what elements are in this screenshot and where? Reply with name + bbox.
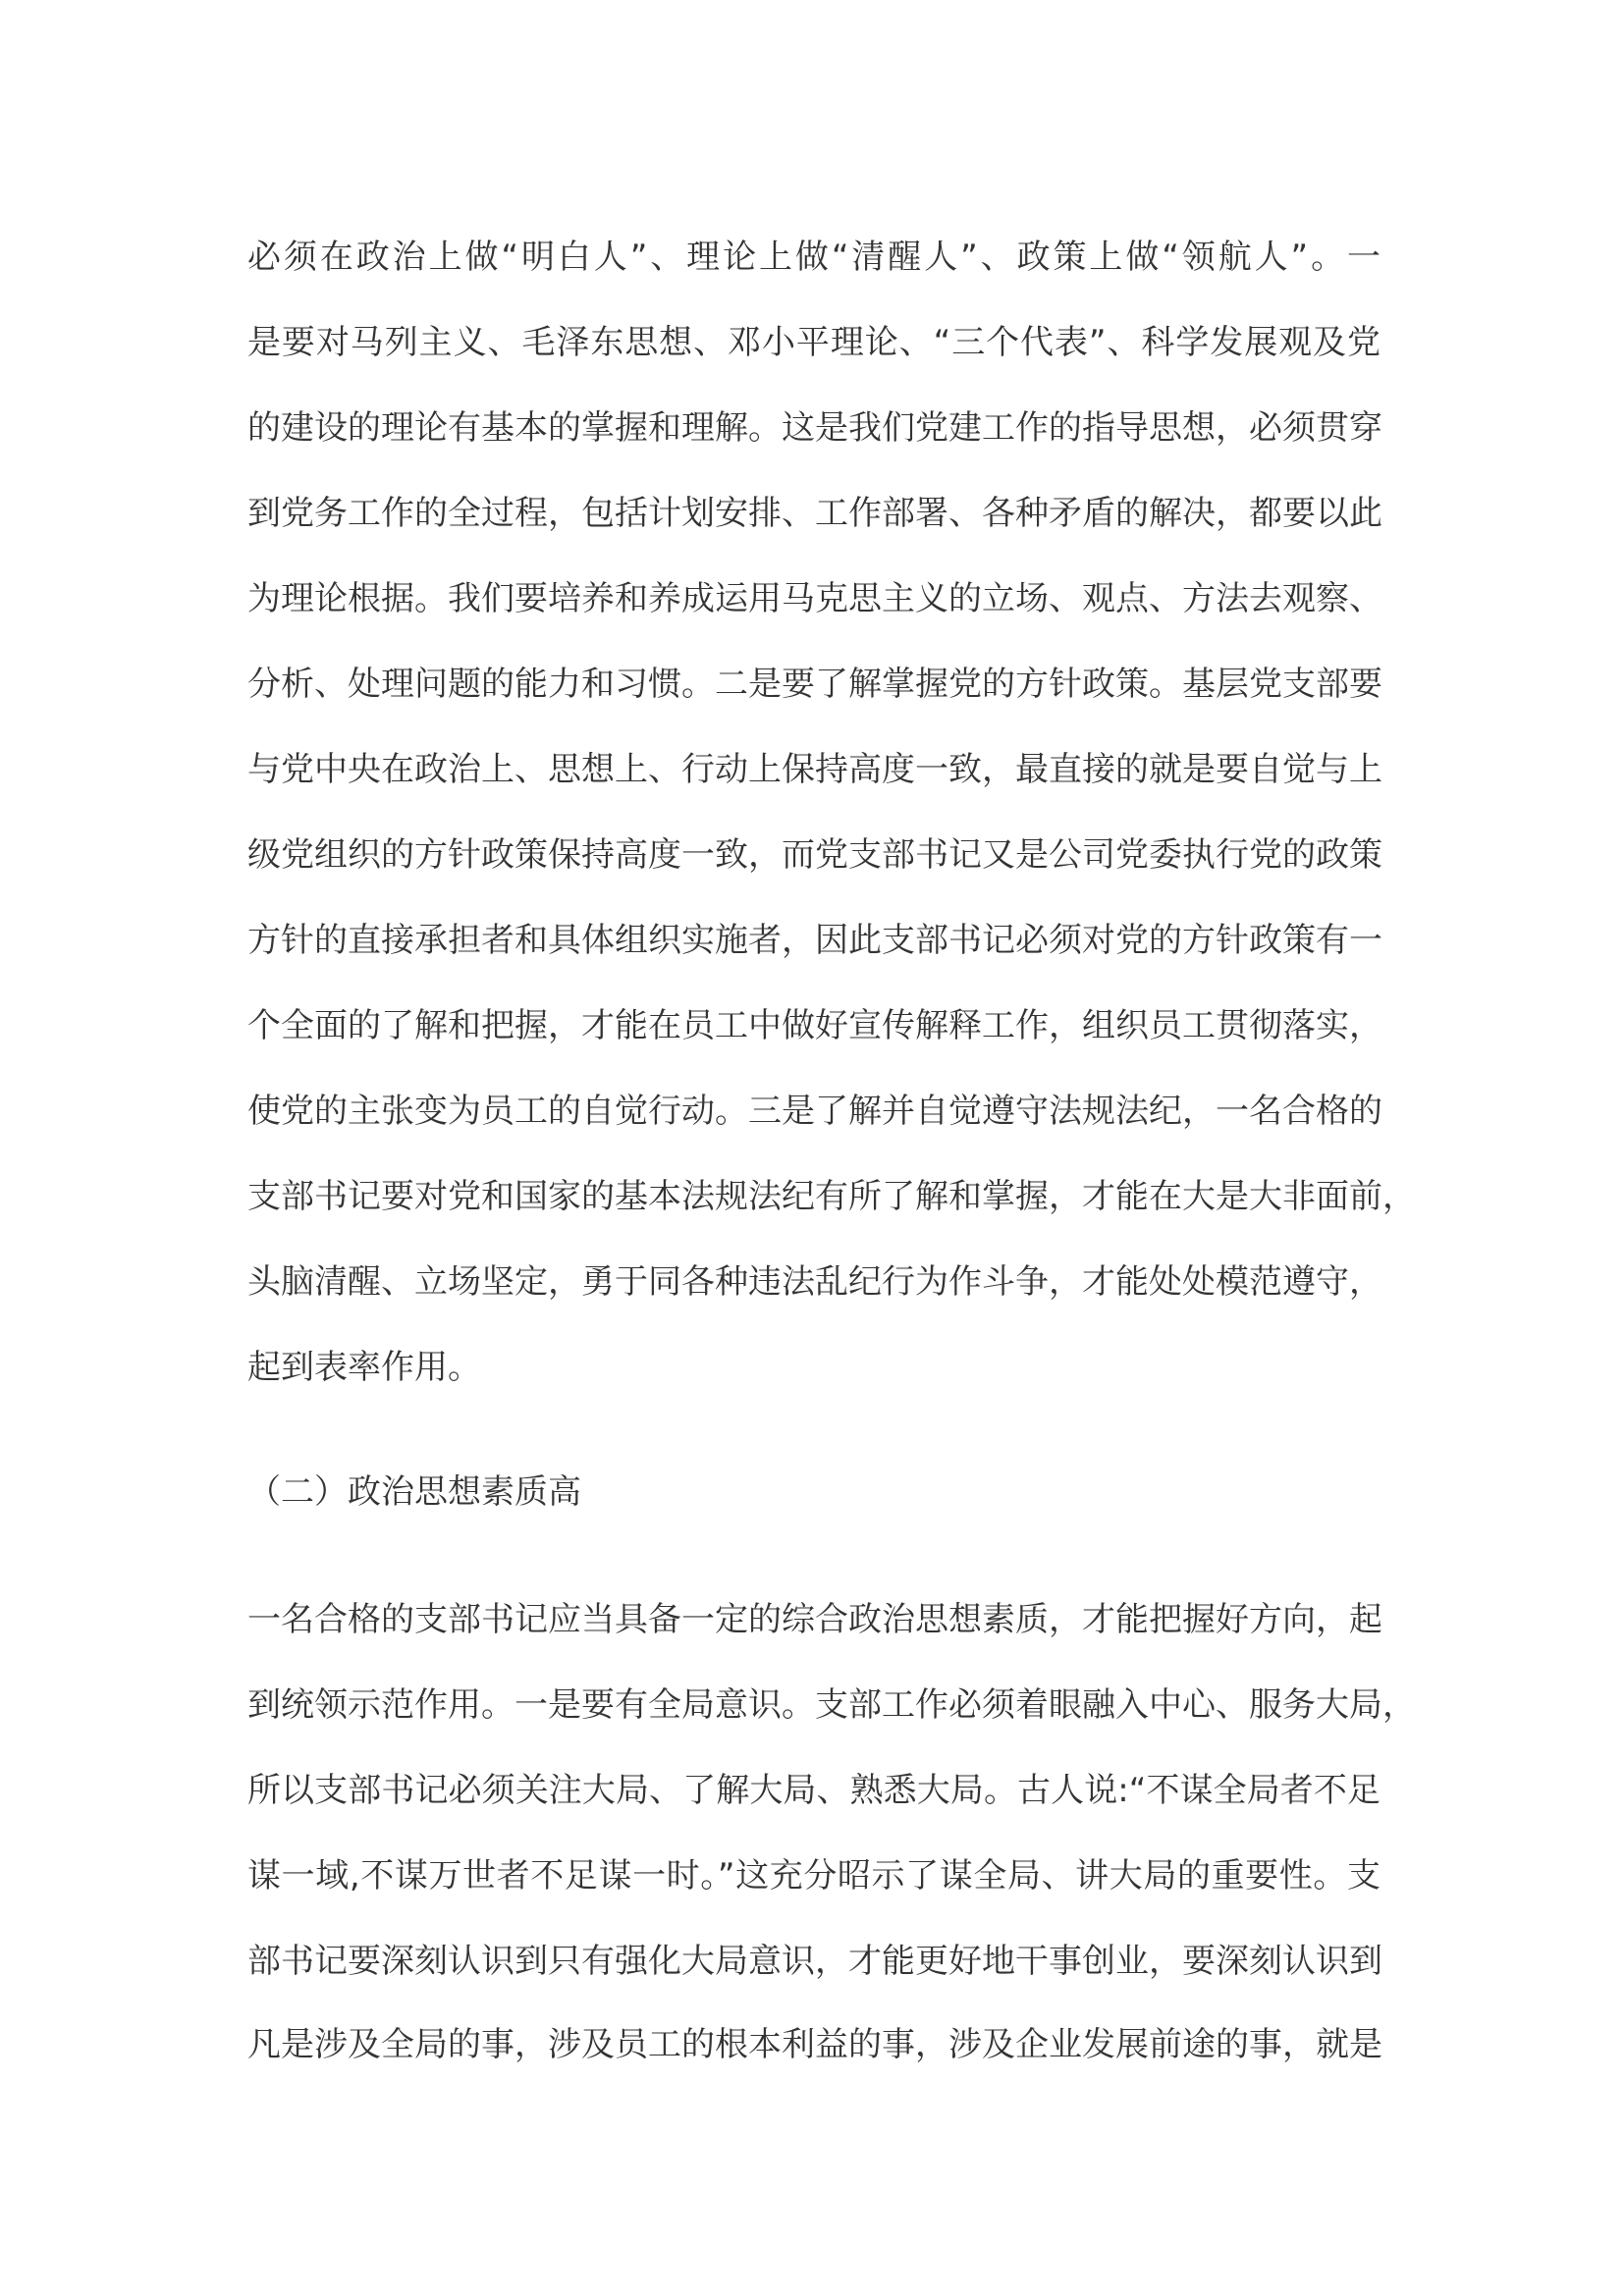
text-line: 一名合格的支部书记应当具备一定的综合政治思想素质，才能把握好方向，起: [247, 1600, 1382, 1639]
text-line: 级党组织的方针政策保持高度一致，而党支部书记又是公司党委执行党的政策: [247, 835, 1382, 875]
text-line: 必须在政治上做“明白人”、理论上做“清醒人”、政策上做“领航人”。一: [247, 238, 1380, 277]
text-line: 分析、处理问题的能力和习惯。二是要了解掌握党的方针政策。基层党支部要: [247, 665, 1382, 704]
text-line: 到党务工作的全过程，包括计划安排、工作部署、各种矛盾的解决，都要以此: [247, 494, 1382, 533]
text-line: 与党中央在政治上、思想上、行动上保持高度一致，最直接的就是要自觉与上: [247, 750, 1382, 789]
text-line: 所以支部书记必须关注大局、了解大局、熟悉大局。古人说:“不谋全局者不足: [247, 1771, 1380, 1810]
section-heading: （二）政治思想素质高: [247, 1472, 581, 1512]
text-line: 到统领示范作用。一是要有全局意识。支部工作必须着眼融入中心、服务大局，: [247, 1685, 1416, 1725]
text-line: 支部书记要对党和国家的基本法规法纪有所了解和掌握，才能在大是大非面前，: [247, 1177, 1416, 1216]
text-line: 个全面的了解和把握，才能在员工中做好宣传解释工作，组织员工贯彻落实，: [247, 1006, 1382, 1045]
text-line: 是要对马列主义、毛泽东思想、邓小平理论、“三个代表”、科学发展观及党: [247, 323, 1380, 362]
text-line: 使党的主张变为员工的自觉行动。三是了解并自觉遵守法规法纪，一名合格的: [247, 1092, 1382, 1131]
text-line: 部书记要深刻认识到只有强化大局意识，才能更好地干事创业，要深刻认识到: [247, 1942, 1382, 1981]
text-line: 的建设的理论有基本的掌握和理解。这是我们党建工作的指导思想，必须贯穿: [247, 408, 1382, 448]
text-line: 为理论根据。我们要培养和养成运用马克思主义的立场、观点、方法去观察、: [247, 579, 1382, 618]
text-line: 头脑清醒、立场坚定，勇于同各种违法乱纪行为作斗争，才能处处模范遵守，: [247, 1262, 1382, 1302]
text-line: 起到表率作用。: [247, 1348, 481, 1387]
text-line: 谋一域,不谋万世者不足谋一时。”这充分昭示了谋全局、讲大局的重要性。支: [247, 1856, 1380, 1896]
text-line: 凡是涉及全局的事，涉及员工的根本利益的事，涉及企业发展前途的事，就是: [247, 2025, 1382, 2064]
text-line: 方针的直接承担者和具体组织实施者，因此支部书记必须对党的方针政策有一: [247, 921, 1382, 960]
